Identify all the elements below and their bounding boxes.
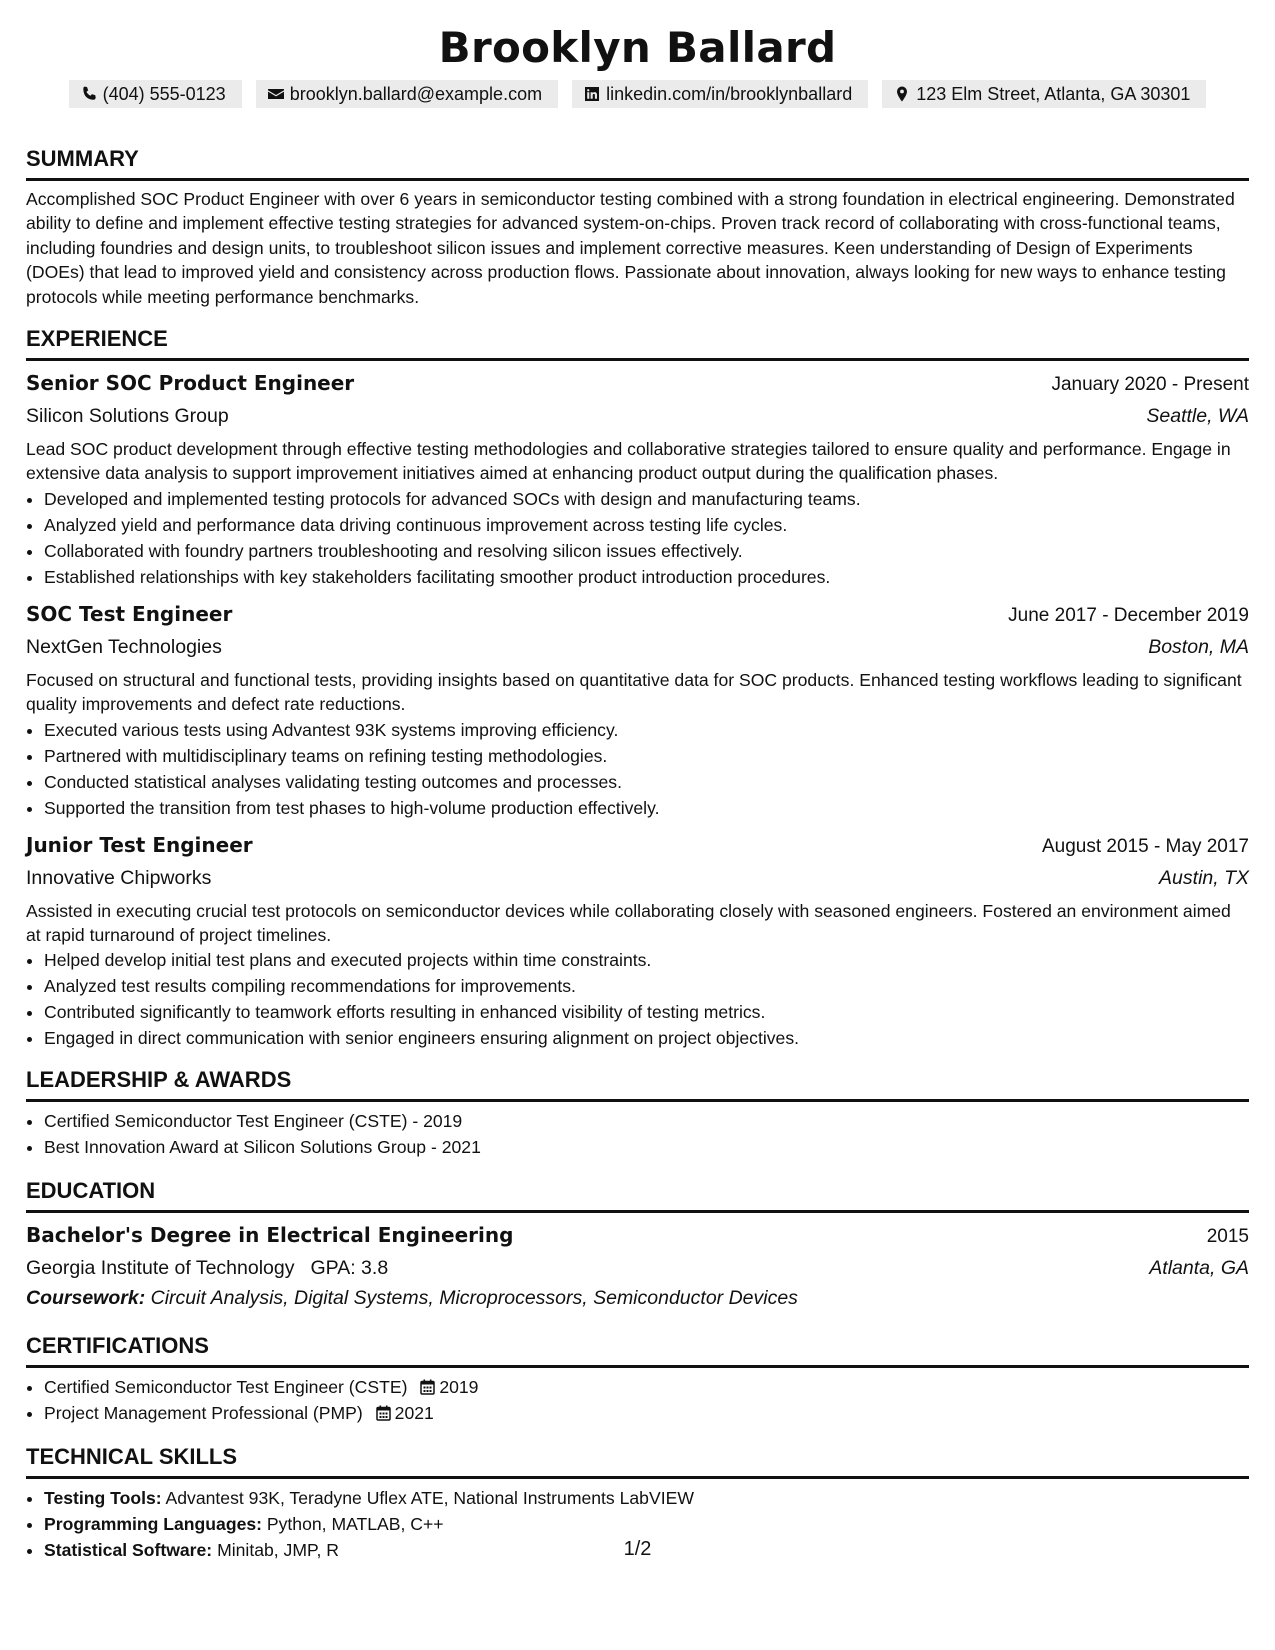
summary-heading: SUMMARY bbox=[26, 144, 1249, 181]
gpa: GPA: 3.8 bbox=[310, 1257, 389, 1280]
job-bullet: • Supported the transition from test phases to high-volume production effectively. bbox=[44, 795, 1249, 821]
job-location: Austin, TX bbox=[1159, 866, 1249, 889]
job-entry bbox=[26, 367, 1249, 590]
job-bullet: • Contributed significantly to teamwork efforts resulting in enhanced visibility of testing metrics. bbox=[44, 999, 1249, 1025]
skill-value: Python, MATLAB, C++ bbox=[266, 1514, 444, 1535]
job-bullet: • Established relationships with key stakeholders facilitating smoother product introduction procedures. bbox=[44, 564, 1249, 590]
certification-item bbox=[44, 1400, 1249, 1426]
contact-linkedin-text: linkedin.com/in/brooklynballard bbox=[606, 83, 853, 104]
job-company: Innovative Chipworks bbox=[26, 866, 212, 889]
contact-address-text: 123 Elm Street, Atlanta, GA 30301 bbox=[916, 83, 1191, 104]
job-bullet: • Helped develop initial test plans and executed projects within time constraints. bbox=[44, 947, 1249, 973]
school-name: Georgia Institute of Technology bbox=[26, 1257, 295, 1280]
contact-phone-text: (404) 555-0123 bbox=[102, 83, 226, 104]
job-bullet: • Developed and implemented testing protocols for advanced SOCs with design and manufacturing teams. bbox=[44, 486, 1249, 512]
education-section bbox=[26, 1176, 1249, 1313]
experience-heading: EXPERIENCE bbox=[26, 324, 1249, 361]
degree: Bachelor's Degree in Electrical Engineering bbox=[26, 1223, 514, 1248]
candidate-name: Brooklyn Ballard bbox=[438, 23, 837, 72]
map-pin-icon bbox=[894, 86, 910, 102]
summary-section bbox=[26, 144, 1249, 309]
job-bullet: • Collaborated with foundry partners troubleshooting and resolving silicon issues effectively. bbox=[44, 538, 1249, 564]
skill-value: Advantest 93K, Teradyne Uflex ATE, National Instruments LabVIEW bbox=[165, 1488, 694, 1509]
job-bullet: • Conducted statistical analyses validating testing outcomes and processes. bbox=[44, 769, 1249, 795]
job-entry bbox=[26, 598, 1249, 821]
certifications-section bbox=[26, 1331, 1249, 1426]
coursework bbox=[26, 1283, 1249, 1313]
skill-item bbox=[44, 1485, 1249, 1511]
job-bullet: • Analyzed test results compiling recommendations for improvements. bbox=[44, 973, 1249, 999]
certification-item bbox=[44, 1374, 1249, 1400]
certification-name: Certified Semiconductor Test Engineer (CSTE) bbox=[44, 1377, 408, 1398]
education-heading: EDUCATION bbox=[26, 1176, 1249, 1213]
job-dates: January 2020 - Present bbox=[1051, 374, 1249, 396]
certification-year: 2019 bbox=[439, 1377, 479, 1398]
school-location: Atlanta, GA bbox=[1149, 1257, 1249, 1280]
award-item: • Certified Semiconductor Test Engineer (CSTE) - 2019 bbox=[44, 1108, 1249, 1134]
skill-label: Testing Tools: bbox=[44, 1488, 162, 1509]
linkedin-icon bbox=[584, 86, 600, 102]
skill-label: Statistical Software: bbox=[44, 1540, 213, 1561]
job-title: Senior SOC Product Engineer bbox=[26, 371, 355, 396]
certification-name: Project Management Professional (PMP) bbox=[44, 1403, 363, 1424]
job-location: Boston, MA bbox=[1148, 635, 1249, 658]
experience-section bbox=[26, 324, 1249, 1051]
skills-heading: TECHNICAL SKILLS bbox=[26, 1442, 1249, 1479]
job-bullets bbox=[26, 486, 1249, 590]
job-location: Seattle, WA bbox=[1146, 405, 1249, 428]
job-bullet: • Partnered with multidisciplinary teams on refining testing methodologies. bbox=[44, 743, 1249, 769]
job-company: NextGen Technologies bbox=[26, 635, 222, 658]
page-number: 1/2 bbox=[623, 1538, 652, 1560]
job-dates: August 2015 - May 2017 bbox=[1041, 835, 1249, 857]
summary-text: Accomplished SOC Product Engineer with over 6 years in semiconductor testing combined with a strong foundation in electrical engineering. Demonstrated ability to define and implement effective testing strategies for advanced system-on-chips. Proven track record of collaborating with cross-functional teams, including foundries and design units, to troubleshoot silicon issues and implement corrective measures. Keen understanding of Design of Experiments (DOEs) that lead to improved yield and consistency across production flows. Passionate about innovation, always looking for new ways to enhance testing protocols while meeting performance benchmarks. bbox=[26, 189, 1235, 307]
phone-icon bbox=[81, 86, 97, 102]
contact-email-text: brooklyn.ballard@example.com bbox=[289, 83, 543, 104]
contact-bar bbox=[26, 80, 1249, 108]
job-title: Junior Test Engineer bbox=[26, 832, 253, 857]
job-description: Assisted in executing crucial test protocols on semiconductor devices while collaborating closely with seasoned engineers. Fostered an environment aimed at rapid turnaround of project timelines. bbox=[26, 900, 1231, 946]
job-description: Lead SOC product development through effective testing methodologies and collaborative strategies tailored to ensure quality and performance. Engage in extensive data analysis to support improvement initiatives aimed at enhancing product output during the qualification phases. bbox=[26, 439, 1231, 484]
school-line bbox=[26, 1253, 388, 1283]
contact-email bbox=[256, 80, 558, 108]
certifications-heading: CERTIFICATIONS bbox=[26, 1331, 1249, 1368]
envelope-icon bbox=[268, 86, 284, 102]
job-bullet: • Executed various tests using Advantest 93K systems improving efficiency. bbox=[44, 717, 1249, 743]
certification-year: 2021 bbox=[394, 1403, 434, 1424]
skill-item bbox=[44, 1511, 1249, 1537]
calendar-icon bbox=[376, 1405, 391, 1421]
job-title: SOC Test Engineer bbox=[26, 601, 233, 626]
award-item: • Best Innovation Award at Silicon Solutions Group - 2021 bbox=[44, 1134, 1249, 1160]
skill-label: Programming Languages: bbox=[44, 1514, 262, 1535]
job-company: Silicon Solutions Group bbox=[26, 405, 229, 428]
calendar-icon bbox=[420, 1379, 435, 1395]
contact-address bbox=[882, 80, 1206, 108]
coursework-label: Coursework: bbox=[26, 1287, 146, 1310]
job-bullets bbox=[26, 947, 1249, 1051]
leadership-list bbox=[26, 1108, 1249, 1160]
contact-linkedin bbox=[572, 80, 868, 108]
job-bullet: • Analyzed yield and performance data driving continuous improvement across testing life cycles. bbox=[44, 512, 1249, 538]
job-dates: June 2017 - December 2019 bbox=[1008, 604, 1249, 626]
coursework-list: Circuit Analysis, Digital Systems, Microprocessors, Semiconductor Devices bbox=[150, 1287, 798, 1310]
job-bullet: • Engaged in direct communication with senior engineers ensuring alignment on project objectives. bbox=[44, 1025, 1249, 1051]
skill-value: Minitab, JMP, R bbox=[217, 1540, 339, 1561]
job-bullets bbox=[26, 717, 1249, 821]
leadership-heading: LEADERSHIP & AWARDS bbox=[26, 1065, 1249, 1102]
certifications-list bbox=[26, 1374, 1249, 1426]
job-entry bbox=[26, 829, 1249, 1052]
job-description: Focused on structural and functional tests, providing insights based on quantitative data for SOC products. Enhanced testing workflows leading to significant quality improvements and defect rate reductions. bbox=[26, 669, 1242, 715]
graduation-year: 2015 bbox=[1206, 1226, 1249, 1248]
contact-phone bbox=[69, 80, 242, 108]
leadership-section bbox=[26, 1065, 1249, 1160]
